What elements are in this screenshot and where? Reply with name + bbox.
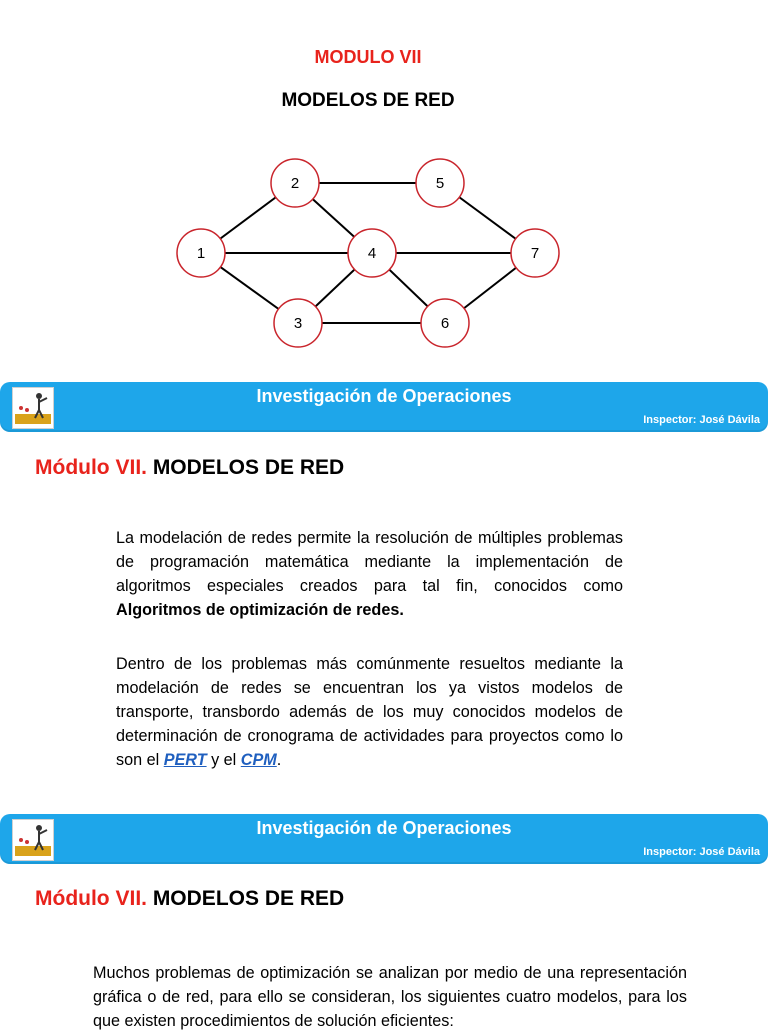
banner-title: Investigación de Operaciones	[256, 386, 512, 406]
graph-node-label-6: 6	[440, 315, 450, 332]
graph-node-label-2: 2	[290, 175, 300, 192]
paragraph-text: Dentro de los problemas más comúnmente resueltos mediante la modelación de redes se encuentran los ya vistos modelos de transporte, transbordo además de los muy conocidos modelos de determinación de cronograma de actividades para proyectos como lo son el	[116, 655, 623, 769]
graph-node-label-7: 7	[530, 245, 540, 262]
paragraph-text: .	[276, 751, 282, 769]
inspector-label: Inspector: José Dávila	[643, 846, 760, 858]
inspector-label: Inspector: José Dávila	[643, 414, 760, 426]
graph-node-label-3: 3	[293, 315, 303, 332]
section-heading	[35, 887, 344, 911]
graph-node-label-4: 4	[367, 245, 377, 262]
banner-title: Investigación de Operaciones	[256, 818, 512, 838]
paragraph-text: y el	[206, 751, 241, 769]
heading-module: Módulo VII.	[35, 456, 147, 479]
cpm-link[interactable]: CPM	[240, 751, 277, 769]
pert-link[interactable]: PERT	[163, 751, 207, 769]
graph-node-label-1: 1	[196, 245, 206, 262]
slide-title: MODELOS DE RED	[281, 90, 455, 111]
paragraph-3	[93, 961, 687, 1033]
heading-title: MODELOS DE RED	[146, 456, 345, 479]
paragraph-text: La modelación de redes permite la resolución de múltiples problemas de programación matemática mediante la implementación de algoritmos especiales creados para tal fin, conocidos como	[116, 529, 623, 595]
paragraph-1	[116, 526, 623, 622]
network-graph	[160, 148, 580, 358]
heading-title: MODELOS DE RED	[146, 887, 345, 910]
heading-module: Módulo VII.	[35, 887, 147, 910]
paragraph-2	[116, 652, 623, 772]
module-label: MODULO VII	[314, 47, 422, 67]
graph-node-label-5: 5	[435, 175, 445, 192]
bold-term: Algoritmos de optimización de redes.	[116, 601, 404, 619]
section-heading	[35, 456, 344, 480]
paragraph-text: Muchos problemas de optimización se analizan por medio de una representación gráfica o de red, para ello se consideran, los siguientes cuatro modelos, para los que existen procedimientos de solución eficientes:	[93, 964, 687, 1030]
